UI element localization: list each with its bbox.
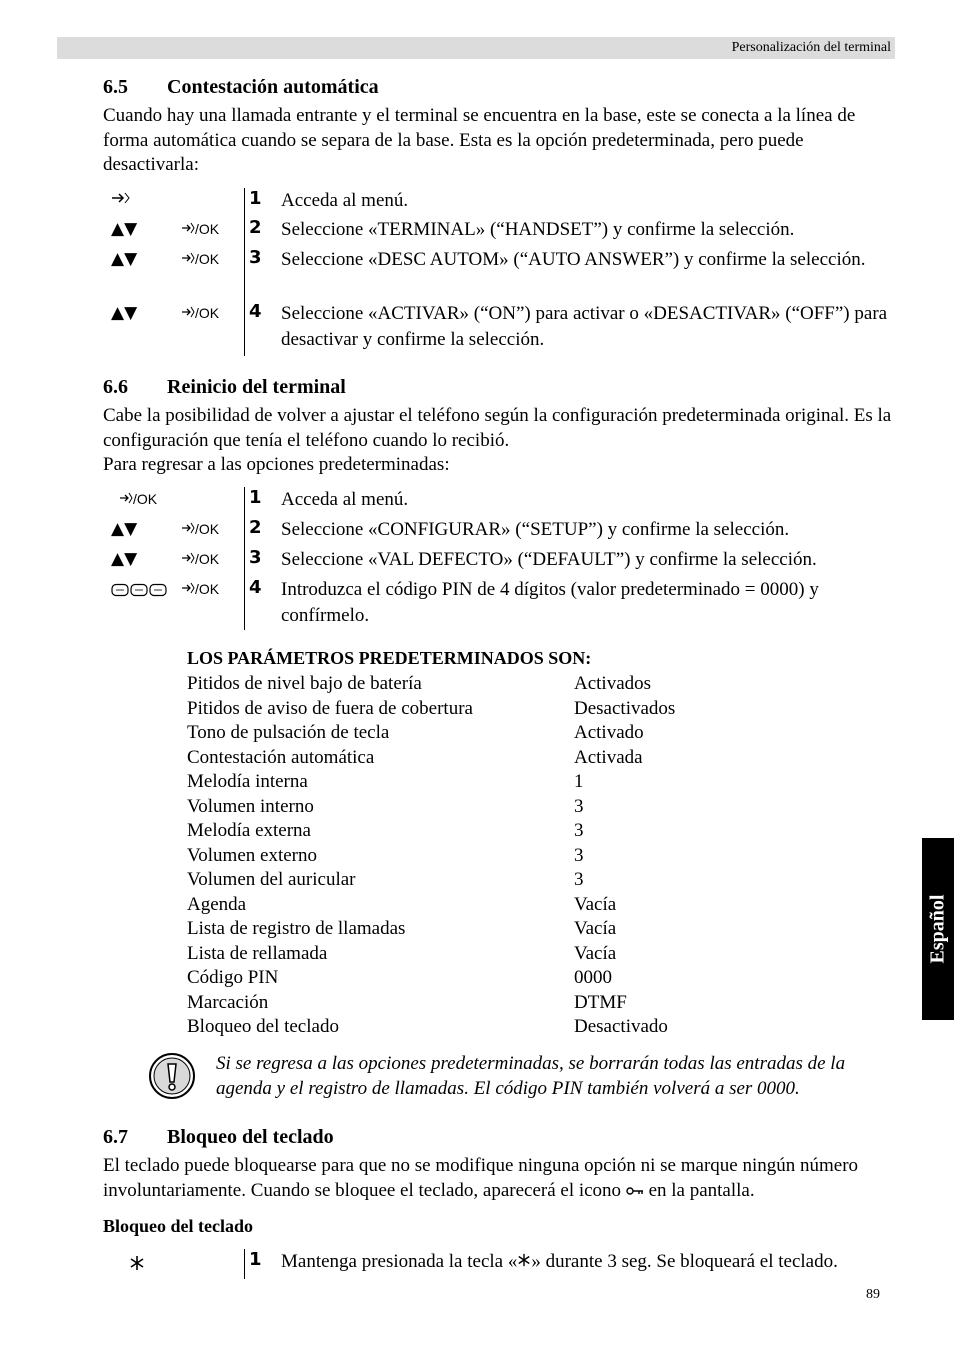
param-value: Activada: [574, 746, 643, 768]
page-number: 89: [866, 1287, 880, 1302]
running-header: [57, 37, 895, 59]
param-value: Desactivado: [574, 1016, 668, 1037]
param-value: 3: [574, 795, 584, 817]
params-title: LOS PARÁMETROS PREDETERMINADOS SON:: [187, 648, 592, 668]
step-divider-line: [244, 487, 245, 630]
language-tab-label: Español: [926, 894, 949, 964]
step-number: 1: [249, 1249, 262, 1270]
language-tab: [922, 838, 954, 1020]
subheading: Bloqueo del teclado: [103, 1216, 254, 1236]
up-down-arrows-icon: ▲▼: [111, 519, 138, 539]
section-number: 6.6: [103, 376, 128, 398]
section-title: Bloqueo del teclado: [167, 1126, 334, 1148]
param-value: 3: [574, 844, 584, 866]
step-number: 1: [249, 487, 262, 508]
step-text: Seleccione «DESC AUTOM» (“AUTO ANSWER”) y confirme la selección.: [281, 249, 866, 270]
step-divider-line: [244, 188, 245, 356]
section-number: 6.5: [103, 76, 128, 98]
step-number: 2: [249, 217, 262, 238]
param-value: 0000: [574, 967, 612, 988]
ok-key-icon: [119, 491, 157, 507]
param-value: 1: [574, 771, 584, 792]
star-key-icon: [517, 1251, 531, 1272]
section-intro: Cabe la posibilidad de volver a ajustar el teléfono según la configuración predeterminada original. Es la configuración que tenía el teléfono cuando lo recibió.: [103, 405, 892, 451]
param-name: Volumen del auricular: [187, 869, 356, 890]
param-name: Volumen externo: [187, 844, 317, 866]
step-number: 2: [249, 517, 262, 538]
param-name: Melodía interna: [187, 771, 308, 792]
section-intro-2: Para regresar a las opciones predeterminadas:: [103, 454, 450, 475]
ok-key-label: /OK: [195, 581, 220, 597]
param-name: Agenda: [187, 893, 247, 915]
step-text: Acceda al menú.: [281, 190, 409, 211]
step-number: 4: [249, 301, 262, 322]
ok-key-icon: [181, 521, 219, 537]
step-text: Seleccione «CONFIGURAR» (“SETUP”) y confirme la selección.: [281, 519, 790, 540]
param-name: Lista de registro de llamadas: [187, 918, 406, 939]
ok-key-icon: [181, 251, 219, 267]
step-text: Acceda al menú.: [281, 489, 409, 510]
param-name: Volumen interno: [187, 795, 314, 817]
intro-text-before: El teclado puede bloquearse para que no se modifique ninguna opción ni se marque ningún número involuntariamente. Cuando se bloquee el teclado, aparecerá el icono: [103, 1155, 859, 1201]
param-value: Vacía: [574, 893, 617, 915]
key-lock-icon: [626, 1180, 644, 1201]
up-down-arrows-icon: ▲▼: [111, 219, 138, 239]
step-text: Seleccione «ACTIVAR» (“ON”) para activar o «DESACTIVAR» (“OFF”) para desactivar y confirme la selección.: [281, 303, 888, 350]
step-text-after: » durante 3 seg. Se bloqueará el teclado.: [531, 1251, 838, 1272]
ok-key-icon: [181, 305, 219, 321]
param-name: Lista de rellamada: [187, 942, 328, 964]
param-name: Pitidos de aviso de fuera de cobertura: [187, 697, 473, 719]
step-text: Seleccione «VAL DEFECTO» (“DEFAULT”) y confirme la selección.: [281, 549, 817, 570]
section-heading-6-7: [103, 1126, 334, 1149]
step-text-before: Mantenga presionada la tecla «: [281, 1251, 518, 1272]
up-down-arrows-icon: ▲▼: [111, 303, 138, 323]
step-number: 3: [249, 247, 262, 268]
up-down-arrows-icon: ▲▼: [111, 549, 138, 569]
menu-key-icon: [111, 190, 131, 210]
warning-icon: [148, 1052, 196, 1100]
note-text: Si se regresa a las opciones predeterminadas, se borrarán todas las entradas de la agenda y el registro de llamadas. El código PIN también volverá a ser 0000.: [216, 1053, 846, 1099]
step-text: Introduzca el código PIN de 4 dígitos (valor predeterminado = 0000) y confírmelo.: [281, 579, 819, 626]
param-value: Desactivados: [574, 697, 676, 719]
step-text: [281, 1249, 893, 1275]
ok-key-icon: [181, 221, 219, 237]
header-title: Personalización del terminal: [731, 40, 891, 55]
section-title: Contestación automática: [167, 76, 379, 98]
step-divider-line: [244, 1249, 245, 1279]
param-name: Pitidos de nivel bajo de batería: [187, 673, 422, 694]
section-intro: [103, 1154, 895, 1203]
param-name: Melodía externa: [187, 820, 311, 841]
step-number: 4: [249, 577, 262, 598]
param-name: Marcación: [187, 991, 269, 1013]
ok-key-icon: [181, 581, 219, 597]
ok-key-label: /OK: [195, 305, 220, 321]
intro-text-after: en la pantalla.: [643, 1179, 755, 1201]
ok-key-label: /OK: [195, 551, 220, 567]
param-value: Vacía: [574, 942, 617, 964]
star-key-icon: [129, 1255, 145, 1276]
up-down-arrows-icon: ▲▼: [111, 249, 138, 269]
param-value: 3: [574, 869, 584, 890]
section-number: 6.7: [103, 1126, 128, 1148]
section-heading-6-5: [103, 76, 379, 99]
step-text: Seleccione «TERMINAL» (“HANDSET”) y confirme la selección.: [281, 219, 795, 240]
param-name: Tono de pulsación de tecla: [187, 722, 390, 743]
param-value: Activados: [574, 673, 652, 694]
ok-key-label: /OK: [195, 521, 220, 537]
param-value: 3: [574, 820, 584, 841]
step-number: 1: [249, 188, 262, 209]
ok-key-label: /OK: [195, 251, 220, 267]
section-title: Reinicio del terminal: [167, 376, 346, 398]
ok-key-icon: [181, 551, 219, 567]
param-value: Activado: [574, 722, 644, 743]
param-name: Contestación automática: [187, 746, 375, 768]
param-value: DTMF: [574, 991, 627, 1013]
section-intro: Cuando hay una llamada entrante y el terminal se encuentra en la base, este se conecta a la línea de forma automática cuando se separa de la base. Esta es la opción predeterminada, pero puede desactivarla:: [103, 105, 856, 175]
numeric-keypad-icon: [111, 582, 167, 602]
step-number: 3: [249, 547, 262, 568]
section-heading-6-6: [103, 376, 346, 399]
ok-key-label: /OK: [195, 221, 220, 237]
param-name: Bloqueo del teclado: [187, 1016, 339, 1037]
param-name: Código PIN: [187, 967, 279, 988]
ok-key-label: /OK: [133, 491, 158, 507]
param-value: Vacía: [574, 918, 617, 939]
